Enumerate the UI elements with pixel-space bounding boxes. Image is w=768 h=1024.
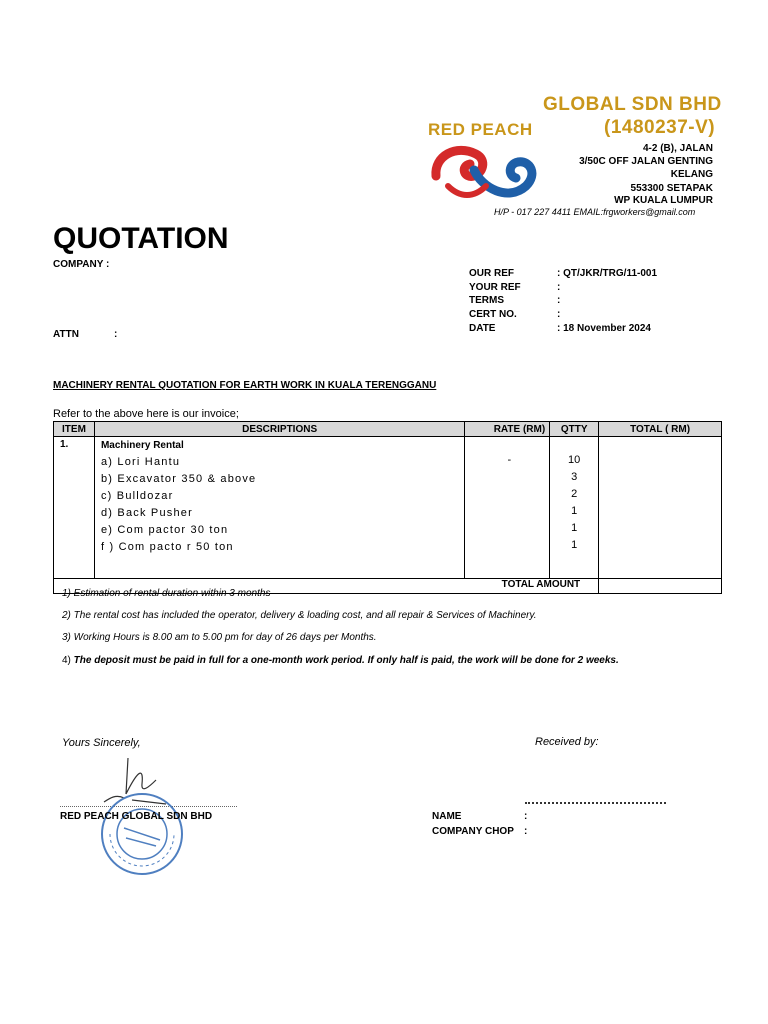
ref-value: : [557, 309, 561, 320]
note-3: 3) Working Hours is 8.00 am to 5.00 pm for day of 26 days per Months. [62, 632, 377, 643]
qty-value: 3 [571, 471, 578, 483]
header-item: ITEM [54, 422, 95, 437]
list-item: a) Lori Hantu [100, 456, 181, 468]
ref-value: : QT/JKR/TRG/11-001 [557, 268, 658, 279]
item-list [101, 454, 458, 556]
quotation-subject: MACHINERY RENTAL QUOTATION FOR EARTH WORK IN KUALA TERENGGANU [53, 380, 437, 391]
header-total: TOTAL ( RM) [599, 422, 722, 437]
qty-value: 10 [568, 454, 581, 466]
total-amount-value [599, 579, 722, 594]
total-cell [599, 437, 722, 579]
received-by-label: Received by: [535, 736, 599, 748]
item-number: 1. [54, 437, 95, 579]
closing-text: Yours Sincerely, [62, 737, 141, 749]
company-chop-label: COMPANY CHOP [432, 826, 514, 837]
description-cell [94, 437, 464, 579]
contact-line: H/P - 017 227 4411 EMAIL:frgworkers@gmail.com [494, 207, 696, 217]
company-name-line1: GLOBAL SDN BHD [543, 94, 722, 115]
address-line-2: 3/50C OFF JALAN GENTING [579, 156, 713, 167]
signer-company: RED PEACH GLOBAL SDN BHD [60, 811, 213, 822]
name-colon: : [524, 811, 528, 822]
company-label: COMPANY : [53, 259, 110, 270]
note-2: 2) The rental cost has included the operator, delivery & loading cost, and all repair & Services of Machinery. [62, 610, 537, 621]
address-line-5: WP KUALA LUMPUR [614, 195, 713, 206]
ref-key: OUR REF [469, 268, 514, 279]
item-group-title: Machinery Rental [100, 440, 184, 451]
ref-key: TERMS [469, 295, 504, 306]
document-title: QUOTATION [53, 222, 229, 255]
qty-value: 1 [571, 539, 578, 551]
ref-key: DATE [469, 323, 496, 334]
qty-value: 1 [571, 505, 578, 517]
company-chop-colon: : [524, 826, 528, 837]
ref-key: CERT NO. [469, 309, 517, 320]
address-line-3: KELANG [670, 169, 713, 180]
ref-key: YOUR REF [469, 282, 521, 293]
table-header-row [54, 422, 722, 437]
note-1: 1) Estimation of rental duration within 3 months [62, 588, 271, 599]
brand-name: RED PEACH [428, 120, 533, 139]
company-registration-number: (1480237-V) [604, 117, 716, 138]
company-chop-field [432, 826, 528, 837]
list-item: f ) Com pacto r 50 ton [100, 541, 234, 553]
note-4-prefix: 4) [62, 655, 71, 666]
attn-colon: : [114, 329, 118, 340]
note-4-line [62, 655, 619, 666]
list-item: c) Bulldozar [100, 490, 174, 502]
total-amount-label: TOTAL AMOUNT [54, 579, 599, 594]
qty-cell [550, 437, 599, 579]
address-line-1: 4-2 (B), JALAN [642, 143, 713, 154]
address-line-4: 553300 SETAPAK [630, 183, 713, 194]
list-item: d) Back Pusher [100, 507, 193, 519]
receiver-signature-line [525, 802, 666, 804]
header-descriptions: DESCRIPTIONS [94, 422, 464, 437]
qty-value: 1 [571, 522, 578, 534]
note-4: The deposit must be paid in full for a one-month work period. If only half is paid, the work will be done for 2 weeks. [70, 655, 619, 666]
list-item: b) Excavator 350 & above [100, 473, 257, 485]
list-item: e) Com pactor 30 ton [100, 524, 229, 536]
company-logo [430, 142, 538, 204]
intro-text: Refer to the above here is our invoice; [53, 408, 239, 420]
qty-value: 2 [571, 488, 578, 500]
table-row [54, 437, 722, 579]
name-label: NAME [432, 811, 462, 822]
quotation-table [53, 421, 722, 594]
ref-value: : [557, 295, 561, 306]
ref-value: : 18 November 2024 [557, 323, 651, 334]
company-stamp [96, 788, 188, 880]
name-field [432, 811, 528, 822]
ref-value: : [557, 282, 561, 293]
header-qty: QTTY [550, 422, 599, 437]
header-rate: RATE (RM) [465, 422, 550, 437]
rate-cell: - [465, 437, 550, 579]
attn-label: ATTN [53, 329, 79, 340]
